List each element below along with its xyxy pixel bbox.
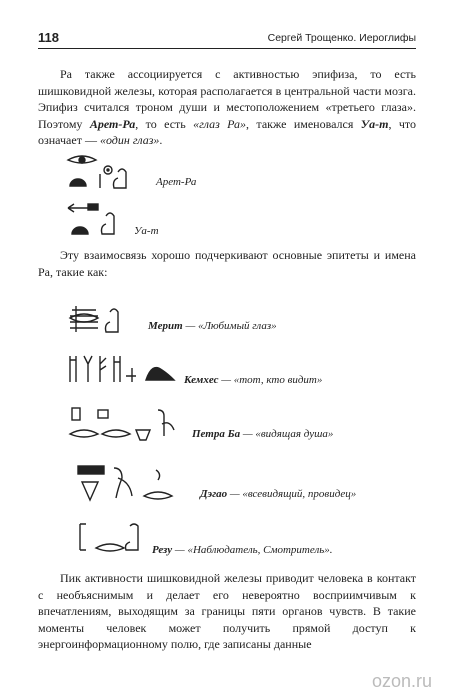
epithet-name: Дэгао [200, 488, 228, 500]
running-title: Сергей Трощенко. Иероглифы [267, 32, 416, 44]
paragraph-1 [38, 66, 416, 149]
epithet-name: Резу [152, 544, 173, 556]
para1-text: , также именовался [246, 116, 361, 131]
para1-text: Ра также ассоциируется с активностью эпифиза, то есть шишковидной железы, которая располагается в центральной части мозга. Эпифиз считался троном души и местоположением «третьего глаза». Поэтому [38, 67, 416, 131]
epithet-kemkhes [184, 374, 322, 386]
caption-ua-t: Уа-т [134, 225, 159, 237]
hieroglyph-merit [66, 296, 138, 340]
epithet-merit [148, 320, 277, 332]
epithet-meaning: — «тот, кто видит» [218, 374, 323, 386]
hieroglyph-degao [72, 462, 190, 508]
para1-text: , что означает — [38, 116, 416, 147]
hieroglyph-ua-t [66, 196, 130, 240]
paragraph-2: Эту взаимосвязь хорошо подчеркивают основные эпитеты и имена Ра, такие как: [38, 248, 416, 279]
page-number: 118 [38, 30, 59, 45]
header-rule [38, 48, 416, 49]
epithet-name: Мерит [148, 320, 183, 332]
hieroglyph-aret-ra [66, 152, 150, 194]
paragraph-3: Пик активности шишковидной железы приводит человека в контакт с необъяснимым и делает его невероятно восприимчивым к впечатлениям, выходящим за границы пяти органов чувств. В такие моменты человек может получить прямой доступ к энергоинформационному полю, где записаны данные [38, 571, 416, 651]
gloss-one-eye: «один глаз» [99, 133, 160, 147]
watermark: ozon.ru [371, 671, 432, 691]
epithet-rezu [152, 544, 333, 556]
epithet-meaning: — «Наблюдатель, Смотритель». [172, 544, 333, 556]
para1-text: . [159, 133, 163, 147]
epithet-meaning: — «всевидящий, провидец» [227, 488, 357, 500]
epithet-meaning: — «видящая душа» [240, 428, 334, 440]
para1-text: , то есть [135, 116, 194, 131]
caption-aret-ra: Арет-Ра [156, 176, 197, 188]
epithet-petra-ba [192, 428, 333, 440]
gloss-eye-of-ra: «глаз Ра» [193, 116, 247, 131]
page-header [38, 28, 416, 50]
hieroglyph-kemkhes [66, 352, 176, 386]
epithet-degao [200, 488, 356, 500]
hieroglyph-petra-ba [66, 404, 184, 444]
epithet-name: Кемхес [184, 374, 219, 386]
epithet-meaning: — «Любимый глаз» [182, 320, 277, 332]
epithet-name: Петра Ба [192, 428, 241, 440]
term-ua-t: Уа-т [360, 116, 389, 131]
term-aret-ra: Арет-Ра [89, 116, 136, 131]
hieroglyph-rezu [76, 520, 148, 560]
